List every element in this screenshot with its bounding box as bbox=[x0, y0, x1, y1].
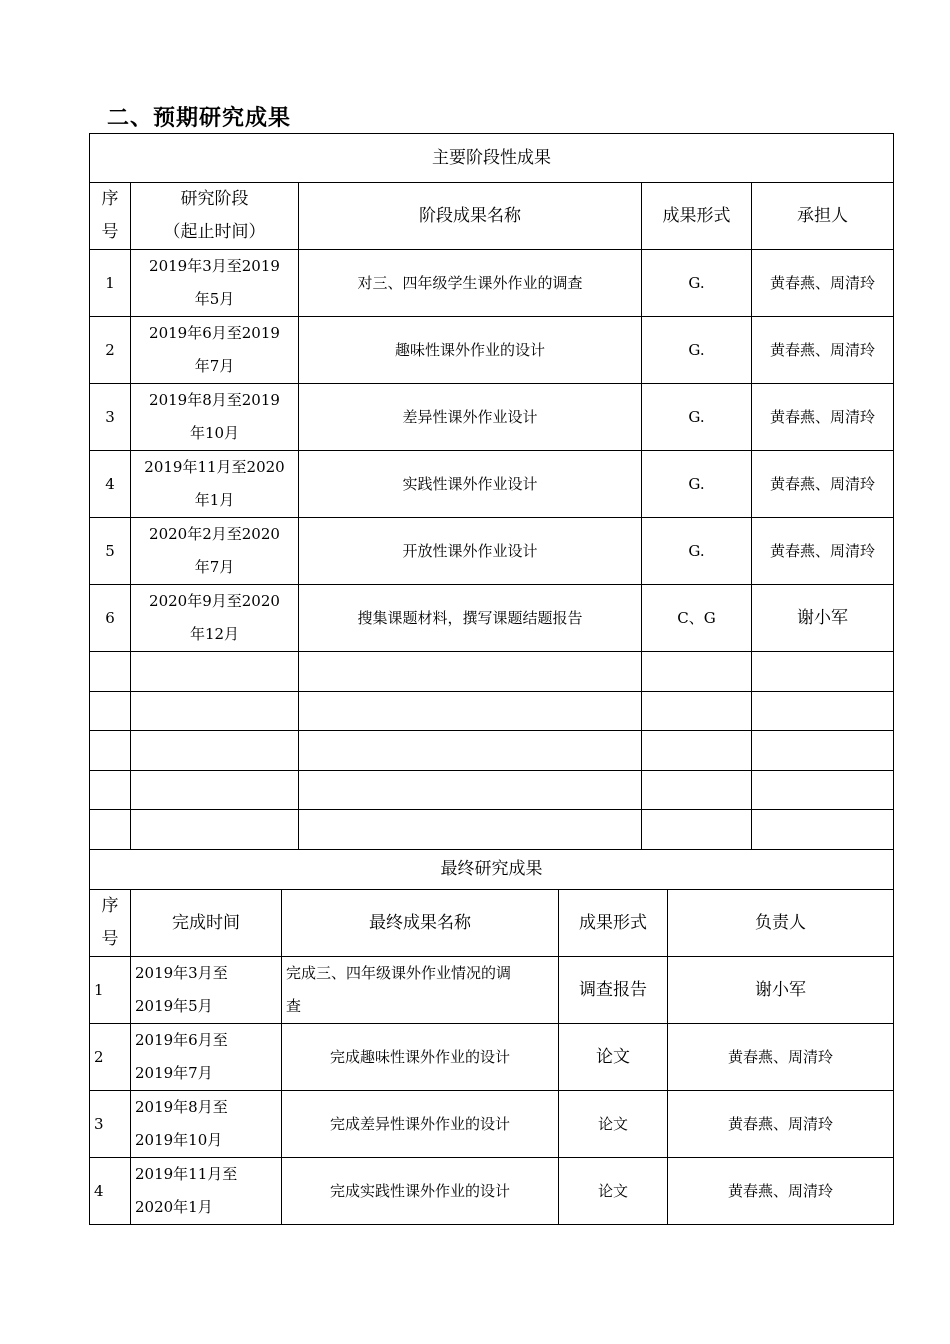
header-row bbox=[90, 183, 894, 250]
header-cell: 序 号 bbox=[90, 183, 131, 250]
table-cell: 实践性课外作业设计 bbox=[299, 451, 642, 518]
table-cell: 完成差异性课外作业的设计 bbox=[282, 1091, 559, 1158]
table-cell: G. bbox=[642, 451, 752, 518]
table-cell bbox=[131, 731, 299, 771]
table-cell bbox=[90, 770, 131, 810]
header-row bbox=[90, 890, 894, 957]
caption-row bbox=[90, 134, 894, 183]
header-cell: 完成时间 bbox=[131, 890, 282, 957]
table-cell: G. bbox=[642, 384, 752, 451]
table-cell bbox=[90, 810, 131, 850]
header-cell: 阶段成果名称 bbox=[299, 183, 642, 250]
table-cell bbox=[131, 691, 299, 731]
table-cell bbox=[131, 810, 299, 850]
table-row bbox=[90, 1158, 894, 1225]
table-cell: 2 bbox=[90, 1024, 131, 1091]
table-cell: 谢小军 bbox=[668, 957, 894, 1024]
table-cell: G. bbox=[642, 518, 752, 585]
table-cell: 黄春燕、周清玲 bbox=[752, 518, 894, 585]
table-cell: 1 bbox=[90, 957, 131, 1024]
header-cell: 最终成果名称 bbox=[282, 890, 559, 957]
table-cell: C、G bbox=[642, 585, 752, 652]
table-row bbox=[90, 731, 894, 771]
table-cell: 2019年6月至 2019年7月 bbox=[131, 1024, 282, 1091]
table-cell: 2019年6月至2019 年7月 bbox=[131, 317, 299, 384]
table-cell: 差异性课外作业设计 bbox=[299, 384, 642, 451]
table-row bbox=[90, 250, 894, 317]
header-cell: 研究阶段 （起止时间） bbox=[131, 183, 299, 250]
table-cell bbox=[299, 652, 642, 692]
table-cell: 完成实践性课外作业的设计 bbox=[282, 1158, 559, 1225]
table-cell bbox=[299, 770, 642, 810]
table-cell: 3 bbox=[90, 1091, 131, 1158]
table-cell: 4 bbox=[90, 451, 131, 518]
final-results-table bbox=[89, 849, 894, 1225]
table-cell: 黄春燕、周清玲 bbox=[668, 1158, 894, 1225]
table-cell bbox=[299, 810, 642, 850]
table-cell bbox=[90, 731, 131, 771]
table-cell: 2020年9月至2020 年12月 bbox=[131, 585, 299, 652]
table-row bbox=[90, 1091, 894, 1158]
section-title: 二、预期研究成果 bbox=[107, 106, 292, 131]
table-cell: 论文 bbox=[559, 1091, 668, 1158]
header-cell: 成果形式 bbox=[642, 183, 752, 250]
table-cell bbox=[131, 770, 299, 810]
table-cell bbox=[299, 731, 642, 771]
table-row bbox=[90, 1024, 894, 1091]
table-cell bbox=[642, 770, 752, 810]
table-row bbox=[90, 451, 894, 518]
table-cell: 对三、四年级学生课外作业的调查 bbox=[299, 250, 642, 317]
table-cell: 趣味性课外作业的设计 bbox=[299, 317, 642, 384]
table-cell bbox=[752, 731, 894, 771]
table-cell bbox=[642, 731, 752, 771]
header-cell: 承担人 bbox=[752, 183, 894, 250]
table-cell bbox=[752, 810, 894, 850]
table-cell: 黄春燕、周清玲 bbox=[668, 1024, 894, 1091]
table-caption: 最终研究成果 bbox=[90, 850, 894, 890]
table-cell: 2019年3月至 2019年5月 bbox=[131, 957, 282, 1024]
stage-results-table bbox=[89, 133, 894, 850]
table-cell: 2019年11月至 2020年1月 bbox=[131, 1158, 282, 1225]
table-cell bbox=[642, 652, 752, 692]
table-cell: 1 bbox=[90, 250, 131, 317]
table-cell bbox=[90, 652, 131, 692]
table-row bbox=[90, 585, 894, 652]
table-cell bbox=[642, 810, 752, 850]
table-row bbox=[90, 652, 894, 692]
header-cell: 成果形式 bbox=[559, 890, 668, 957]
table-row bbox=[90, 770, 894, 810]
table-row bbox=[90, 691, 894, 731]
table-cell bbox=[131, 652, 299, 692]
table-cell: 搜集课题材料，撰写课题结题报告 bbox=[299, 585, 642, 652]
header-cell: 负责人 bbox=[668, 890, 894, 957]
header-cell: 序 号 bbox=[90, 890, 131, 957]
table-cell bbox=[752, 691, 894, 731]
table-cell: 黄春燕、周清玲 bbox=[668, 1091, 894, 1158]
table-cell: 2 bbox=[90, 317, 131, 384]
table-row bbox=[90, 384, 894, 451]
table-cell: 完成三、四年级课外作业情况的调 查 bbox=[282, 957, 559, 1024]
table-cell: 完成趣味性课外作业的设计 bbox=[282, 1024, 559, 1091]
table-row bbox=[90, 810, 894, 850]
table-cell: G. bbox=[642, 250, 752, 317]
table-cell bbox=[299, 691, 642, 731]
table-cell bbox=[752, 770, 894, 810]
table-cell: 3 bbox=[90, 384, 131, 451]
table-cell: 5 bbox=[90, 518, 131, 585]
table-cell: G. bbox=[642, 317, 752, 384]
caption-row bbox=[90, 850, 894, 890]
table-cell: 开放性课外作业设计 bbox=[299, 518, 642, 585]
table-cell: 黄春燕、周清玲 bbox=[752, 384, 894, 451]
table-cell: 4 bbox=[90, 1158, 131, 1225]
table-cell: 黄春燕、周清玲 bbox=[752, 250, 894, 317]
table-cell: 调查报告 bbox=[559, 957, 668, 1024]
table-cell bbox=[90, 691, 131, 731]
table-cell: 2019年3月至2019 年5月 bbox=[131, 250, 299, 317]
table-cell: 2020年2月至2020 年7月 bbox=[131, 518, 299, 585]
table-cell: 谢小军 bbox=[752, 585, 894, 652]
table-cell bbox=[642, 691, 752, 731]
table-row bbox=[90, 317, 894, 384]
table-cell: 6 bbox=[90, 585, 131, 652]
table-cell: 论文 bbox=[559, 1024, 668, 1091]
table-cell: 黄春燕、周清玲 bbox=[752, 451, 894, 518]
table-cell: 2019年8月至 2019年10月 bbox=[131, 1091, 282, 1158]
table-cell: 2019年11月至2020 年1月 bbox=[131, 451, 299, 518]
table-cell: 2019年8月至2019 年10月 bbox=[131, 384, 299, 451]
table-caption: 主要阶段性成果 bbox=[90, 134, 894, 183]
table-cell: 黄春燕、周清玲 bbox=[752, 317, 894, 384]
table-cell bbox=[752, 652, 894, 692]
table-cell: 论文 bbox=[559, 1158, 668, 1225]
table-row bbox=[90, 518, 894, 585]
table-row bbox=[90, 957, 894, 1024]
